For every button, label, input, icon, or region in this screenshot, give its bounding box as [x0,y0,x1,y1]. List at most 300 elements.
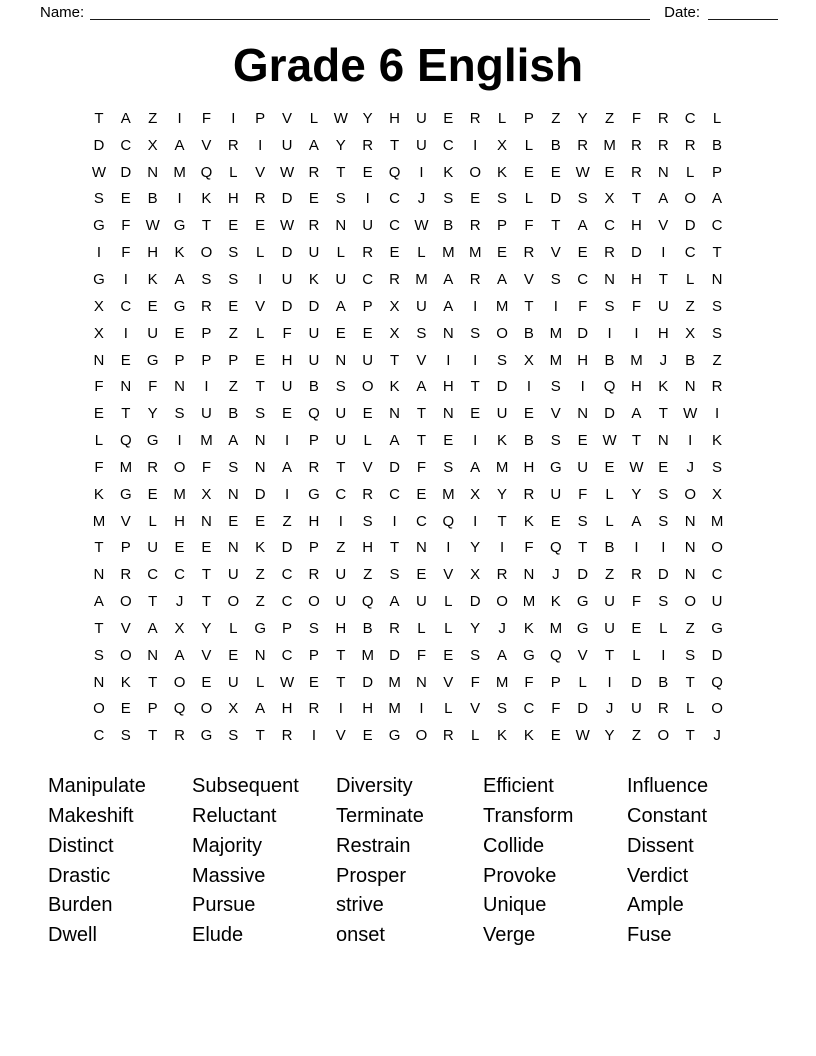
grid-letter: R [523,485,535,503]
grid-letter: U [147,539,159,557]
grid-letter: J [498,619,506,637]
grid-letter: C [281,593,293,611]
grid-letter: K [497,432,508,450]
grid-letter: K [523,512,534,530]
grid-letter: E [523,163,534,181]
grid-letter: B [443,217,454,235]
grid-letter: C [523,700,535,718]
grid-letter: S [550,432,561,450]
grid-letter: I [661,646,666,664]
grid-letter: C [120,136,132,154]
grid-letter: I [177,432,182,450]
grid-letter: V [550,244,561,262]
grid-letter: B [523,432,534,450]
grid-letter: T [336,673,346,691]
grid-letter: T [685,673,695,691]
grid-letter: A [416,378,427,396]
grid-letter: S [93,190,104,208]
grid-letter: V [201,646,212,664]
grid-letter: L [444,700,453,718]
grid-letter: N [416,673,427,691]
grid-letter: I [311,727,317,745]
grid-letter: N [523,566,535,584]
grid-letter: A [631,512,642,530]
grid-letter: A [712,190,723,208]
grid-letter: T [524,297,534,315]
grid-letter: T [148,673,158,691]
word-list-column [192,772,336,951]
grid-letter: V [282,109,293,127]
grid-letter: H [308,512,320,530]
grid-letter: I [607,324,612,342]
grid-letter: W [279,673,295,691]
grid-letter: Y [604,727,615,745]
grid-letter: R [308,163,320,181]
grid-letter: Z [631,727,642,745]
word-list-item: Influence [627,775,709,798]
grid-letter: X [604,190,615,208]
grid-letter: L [336,244,345,262]
grid-letter: U [416,109,427,127]
grid-letter: A [282,458,293,476]
grid-letter: P [255,109,266,127]
grid-letter: O [308,593,320,611]
word-list-item: Verge [483,924,536,947]
grid-letter: S [550,270,561,288]
grid-letter: O [415,727,428,745]
grid-letter: M [119,458,133,476]
grid-letter: L [363,432,372,450]
grid-letter: U [496,405,508,423]
grid-letter: A [147,619,158,637]
grid-letter: E [362,324,373,342]
grid-letter: Y [147,405,158,423]
grid-letter: Q [549,646,562,664]
grid-letter: K [93,485,104,503]
grid-letter: D [577,324,589,342]
grid-letter: I [258,136,263,154]
grid-letter: J [175,593,184,611]
grid-letter: X [389,297,400,315]
grid-letter: K [523,727,534,745]
grid-letter: M [442,485,455,503]
grid-letter: D [604,405,615,423]
grid-letter: F [551,700,561,718]
grid-letter: S [658,485,669,503]
grid-letter: Z [255,566,265,584]
grid-letter: D [362,673,374,691]
grid-letter: G [146,351,159,369]
grid-letter: T [255,378,265,396]
grid-letter: X [497,136,508,154]
grid-letter: Z [228,324,238,342]
grid-letter: E [362,405,373,423]
grid-letter: E [443,109,454,127]
grid-letter: M [388,700,401,718]
grid-letter: C [604,217,615,235]
grid-letter: I [661,244,666,262]
grid-letter: E [255,512,266,530]
grid-letter: L [659,619,668,637]
grid-letter: Q [549,539,562,557]
word-list-item: Provoke [483,864,557,887]
grid-letter: E [120,351,131,369]
grid-letter: V [443,673,454,691]
grid-letter: Z [712,351,722,369]
grid-letter: O [684,593,697,611]
grid-letter: C [389,217,400,235]
grid-letter: E [174,324,185,342]
grid-letter: E [174,539,185,557]
grid-letter: N [604,270,615,288]
grid-letter: Y [470,539,481,557]
grid-letter: W [629,458,644,476]
grid-letter: C [577,270,589,288]
grid-letter: P [712,163,723,181]
grid-letter: H [523,458,535,476]
grid-letter: G [523,646,535,664]
grid-letter: S [93,646,104,664]
grid-letter: D [684,217,696,235]
grid-letter: N [254,646,266,664]
grid-letter: I [365,190,370,208]
grid-letter: E [93,405,104,423]
grid-letter: B [604,539,615,557]
grid-letter: N [442,324,454,342]
grid-letter: G [308,485,320,503]
grid-letter: M [173,485,186,503]
grid-letter: K [174,244,185,262]
grid-letter: L [417,244,426,262]
grid-letter: J [659,351,668,369]
grid-letter: S [577,512,588,530]
grid-letter: U [335,566,347,584]
grid-letter: W [414,217,429,235]
grid-letter: D [93,136,105,154]
grid-letter: S [577,190,588,208]
grid-letter: S [658,593,669,611]
grid-letter: N [684,378,696,396]
grid-letter: U [227,673,239,691]
grid-letter: E [335,324,346,342]
grid-letter: S [550,378,561,396]
grid-letter: N [335,351,347,369]
grid-letter: U [335,270,347,288]
grid-letter: Q [711,673,723,691]
grid-letter: R [147,458,159,476]
grid-letter: V [443,566,454,584]
word-list-item: onset [336,924,385,947]
grid-letter: O [227,593,240,611]
grid-letter: S [443,190,454,208]
grid-letter: S [712,297,723,315]
grid-letter: T [389,136,400,154]
grid-letter: E [443,646,454,664]
grid-letter: O [173,458,186,476]
grid-letter: L [712,109,722,127]
grid-letter: G [388,727,401,745]
grid-letter: G [119,485,132,503]
grid-letter: K [712,432,723,450]
grid-letter: P [308,646,319,664]
grid-letter: S [443,458,454,476]
grid-letter: U [335,405,347,423]
grid-letter: R [362,136,374,154]
word-list-item: Restrain [336,834,411,857]
word-list-item: Prosper [336,864,407,887]
grid-letter: G [200,727,213,745]
grid-letter: T [389,539,400,557]
grid-letter: O [469,163,482,181]
grid-letter: Y [335,136,346,154]
grid-letter: N [254,432,266,450]
grid-letter: H [281,700,293,718]
grid-letter: Y [577,109,588,127]
grid-letter: Y [470,619,481,637]
grid-letter: I [123,324,128,342]
grid-letter: U [335,432,347,450]
grid-letter: T [94,539,104,557]
grid-letter: F [631,593,642,611]
grid-letter: A [255,700,266,718]
grid-letter: G [549,458,562,476]
grid-letter: J [552,566,560,584]
grid-letter: L [524,190,534,208]
grid-letter: F [416,458,427,476]
grid-letter: A [120,109,131,127]
grid-letter: E [120,190,131,208]
grid-letter: S [712,458,723,476]
grid-letter: U [281,270,293,288]
grid-letter: T [201,217,212,235]
grid-letter: N [684,512,696,530]
grid-letter: D [496,378,508,396]
grid-letter: O [711,700,723,718]
grid-letter: A [308,136,319,154]
grid-letter: E [362,163,373,181]
grid-letter: Z [551,109,561,127]
grid-letter: J [605,700,614,718]
grid-letter: J [417,190,426,208]
grid-letter: M [415,270,428,288]
grid-letter: V [658,217,669,235]
grid-letter: Q [119,432,132,450]
grid-letter: O [684,190,697,208]
grid-letter: E [308,190,319,208]
grid-letter: E [577,432,588,450]
grid-letter: Q [388,163,401,181]
grid-letter: O [657,727,670,745]
grid-letter: K [658,378,669,396]
grid-letter: P [523,109,534,127]
grid-letter: M [200,432,213,450]
grid-letter: T [578,539,588,557]
grid-letter: A [389,432,400,450]
grid-letter: S [389,566,400,584]
grid-letter: Y [631,485,642,503]
grid-letter: T [201,566,212,584]
grid-letter: P [282,619,293,637]
grid-letter: B [604,351,615,369]
grid-letter: A [443,297,454,315]
grid-letter: T [712,244,722,262]
grid-letter: Z [228,378,238,396]
grid-letter: R [469,270,481,288]
grid-letter: I [419,163,424,181]
grid-letter: H [631,217,642,235]
grid-letter: M [92,512,106,530]
grid-letter: I [661,539,666,557]
grid-letter: R [389,619,400,637]
grid-letter: E [416,566,427,584]
word-list-item: Drastic [48,864,111,887]
grid-letter: F [631,109,642,127]
grid-letter: R [496,566,508,584]
grid-letter: I [607,673,612,691]
grid-letter: Y [201,619,212,637]
grid-letter: R [523,244,535,262]
grid-letter: Q [603,378,616,396]
grid-letter: P [201,351,212,369]
grid-letter: L [686,270,695,288]
grid-letter: T [94,109,104,127]
grid-letter: M [495,297,509,315]
grid-letter: N [684,539,696,557]
grid-letter: E [470,190,481,208]
grid-letter: R [711,378,723,396]
grid-letter: I [231,109,236,127]
grid-letter: Z [685,297,695,315]
grid-letter: I [204,378,209,396]
grid-letter: U [281,378,293,396]
grid-letter: R [120,566,132,584]
grid-letter: H [281,351,293,369]
grid-letter: T [631,190,642,208]
word-list-item: Pursue [192,894,256,917]
grid-letter: I [96,244,102,262]
word-list-item: Constant [627,805,708,828]
grid-letter: N [577,405,589,423]
grid-letter: S [362,512,373,530]
grid-letter: W [279,163,295,181]
grid-letter: H [657,324,669,342]
grid-letter: E [631,619,642,637]
word-list-item: Subsequent [192,775,299,798]
grid-letter: L [605,512,614,530]
grid-letter: N [227,539,239,557]
grid-letter: R [577,136,589,154]
grid-letter: Z [685,619,695,637]
grid-letter: S [228,270,239,288]
grid-letter: B [523,324,534,342]
grid-letter: E [416,485,427,503]
grid-letter: A [389,593,400,611]
grid-letter: K [147,270,158,288]
grid-letter: F [578,485,588,503]
word-list-item: Elude [192,924,244,947]
grid-letter: C [711,566,723,584]
grid-letter: M [710,512,724,530]
grid-letter: H [335,619,347,637]
grid-letter: E [228,217,239,235]
grid-letter: E [389,244,400,262]
grid-letter: D [281,190,293,208]
word-list-item: Dissent [627,834,694,857]
grid-letter: I [446,351,451,369]
grid-letter: T [551,217,561,235]
grid-letter: I [634,539,639,557]
grid-letter: T [470,378,480,396]
grid-letter: N [93,351,105,369]
grid-letter: F [121,244,131,262]
grid-letter: T [416,405,427,423]
grid-letter: N [657,432,669,450]
grid-letter: T [416,432,427,450]
grid-letter: K [550,593,561,611]
grid-letter: T [336,646,346,664]
grid-letter: M [495,673,509,691]
grid-letter: X [174,619,185,637]
grid-letter: P [497,217,508,235]
grid-letter: Q [173,700,186,718]
grid-letter: J [713,727,721,745]
grid-letter: C [174,566,185,584]
grid-letter: U [416,297,427,315]
grid-letter: M [549,324,563,342]
grid-letter: G [173,297,186,315]
name-label: Name: [40,4,85,21]
grid-letter: G [146,432,159,450]
grid-letter: V [470,700,481,718]
grid-letter: G [711,619,723,637]
grid-letter: F [201,458,212,476]
grid-letter: V [362,458,373,476]
grid-letter: O [200,244,213,262]
grid-letter: E [282,405,293,423]
grid-letter: R [389,270,400,288]
grid-letter: S [335,190,346,208]
grid-letter: R [308,217,320,235]
grid-letter: U [631,700,642,718]
grid-letter: L [444,619,453,637]
grid-letter: A [497,646,508,664]
grid-letter: A [335,297,346,315]
grid-letter: K [497,727,508,745]
grid-letter: G [576,619,589,637]
grid-letter: P [147,700,158,718]
grid-letter: L [148,512,157,530]
grid-letter: C [416,512,427,530]
word-list-column [627,772,771,951]
grid-letter: Z [148,109,158,127]
grid-letter: Q [308,405,320,423]
grid-letter: S [497,190,508,208]
word-list-item: Diversity [336,775,413,798]
grid-letter: R [174,727,185,745]
grid-letter: O [173,673,186,691]
grid-letter: I [392,512,397,530]
grid-letter: U [308,324,320,342]
grid-letter: S [228,244,239,262]
grid-letter: X [389,324,400,342]
grid-letter: V [120,512,131,530]
grid-letter: L [256,673,265,691]
grid-letter: M [549,619,563,637]
grid-letter: R [362,485,374,503]
grid-letter: G [93,217,105,235]
grid-letter: U [604,593,615,611]
grid-letter: I [714,405,720,423]
